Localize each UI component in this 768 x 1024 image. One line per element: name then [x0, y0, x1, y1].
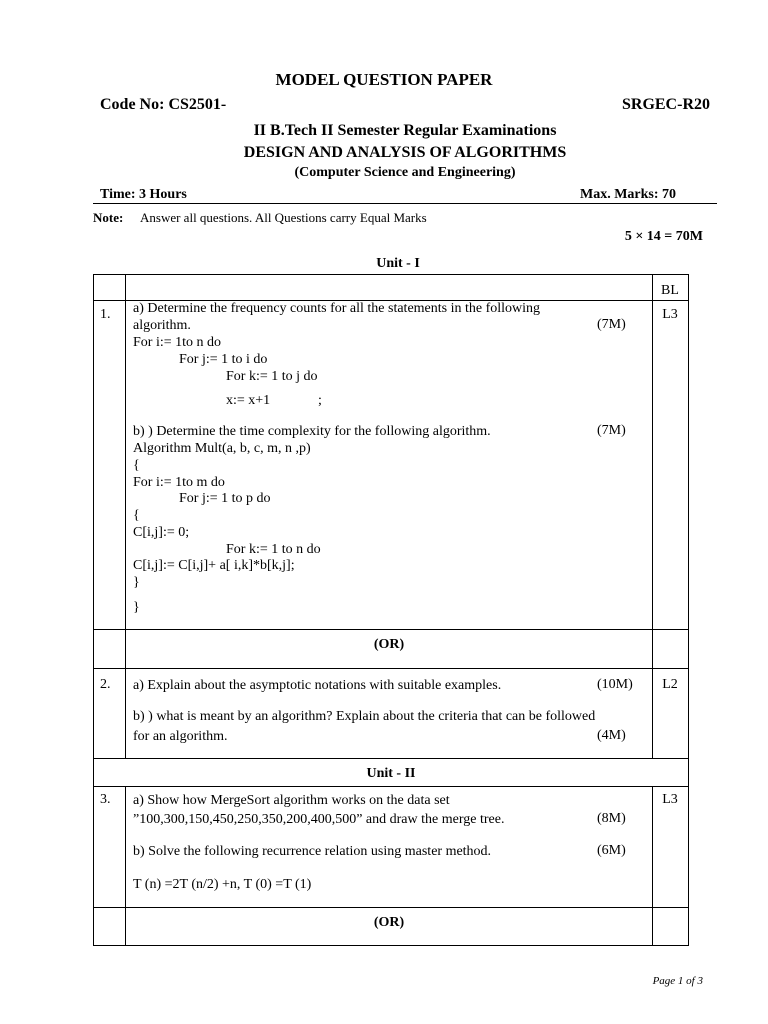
code-line: For k:= 1 to n do [226, 542, 321, 557]
code-line: } [133, 575, 140, 590]
marks-label: (7M) [597, 317, 626, 332]
bloom-level-header: BL [661, 283, 679, 298]
note-text: Answer all questions. All Questions carry Equal Marks [140, 210, 427, 225]
or-divider: (OR) [373, 915, 405, 930]
code-line: For i:= 1to n do [133, 335, 222, 350]
page-number: Page 1 of 3 [652, 975, 703, 987]
code-line: ; [318, 393, 322, 408]
max-marks: Max. Marks: 70 [580, 187, 677, 202]
question-text: ”100,300,150,450,250,350,200,400,500” and draw the merge tree. [133, 812, 505, 827]
table-line [93, 274, 689, 275]
question-text: algorithm. [133, 318, 191, 333]
subject-name: DESIGN AND ANALYSIS OF ALGORITHMS [243, 144, 567, 161]
or-divider: (OR) [373, 637, 405, 652]
course-code: Code No: CS2501- [100, 96, 227, 113]
bloom-level: L2 [662, 677, 678, 692]
table-line [93, 786, 689, 787]
department-name: (Computer Science and Engineering) [294, 165, 516, 180]
unit-1-heading: Unit - I [376, 256, 420, 271]
code-line: C[i,j]:= 0; [133, 525, 190, 540]
question-number: 1. [100, 307, 111, 322]
exam-name: II B.Tech II Semester Regular Examinations [253, 122, 557, 139]
question-text: b) ) Determine the time complexity for the following algorithm. [133, 424, 491, 439]
paper-title: MODEL QUESTION PAPER [275, 70, 493, 89]
code-line: For j:= 1 to i do [179, 352, 268, 367]
table-line [125, 274, 126, 758]
marks-label: (6M) [597, 843, 626, 858]
question-text: b) ) what is meant by an algorithm? Explain about the criteria that can be followed [133, 709, 596, 724]
table-line [93, 668, 689, 669]
marks-label: (10M) [597, 677, 633, 692]
code-line: C[i,j]:= C[i,j]+ a[ i,k]*b[k,j]; [133, 558, 295, 573]
question-text: for an algorithm. [133, 729, 228, 744]
marks-label: (8M) [597, 811, 626, 826]
bloom-level: L3 [662, 307, 678, 322]
code-line: For i:= 1to m do [133, 475, 225, 490]
code-line: { [133, 458, 140, 473]
code-line: For k:= 1 to j do [226, 369, 318, 384]
table-line [93, 945, 689, 946]
code-line: { [133, 508, 140, 523]
table-line [93, 907, 689, 908]
question-text: b) Solve the following recurrence relation using master method. [133, 844, 492, 859]
table-line [688, 274, 689, 945]
marks-label: (4M) [597, 728, 626, 743]
marks-total: 5 × 14 = 70M [624, 229, 703, 244]
code-line: } [133, 600, 140, 615]
question-text: a) Show how MergeSort algorithm works on the data set [133, 793, 450, 808]
code-line: x:= x+1 [226, 393, 271, 408]
code-line: For j:= 1 to p do [179, 491, 271, 506]
header-divider [93, 203, 717, 204]
code-line: Algorithm Mult(a, b, c, m, n ,p) [133, 441, 311, 456]
question-text: a) Determine the frequency counts for all the statements in the following [133, 301, 541, 316]
unit-2-heading: Unit - II [366, 766, 416, 781]
question-text: a) Explain about the asymptotic notations with suitable examples. [133, 678, 502, 693]
equation-text: T (n) =2T (n/2) +n, T (0) =T (1) [133, 877, 312, 892]
note-label: Note: [93, 210, 124, 225]
marks-label: (7M) [597, 423, 626, 438]
bloom-level: L3 [662, 792, 678, 807]
exam-duration: Time: 3 Hours [100, 187, 187, 202]
question-number: 2. [100, 677, 111, 692]
regulation-code: SRGEC-R20 [621, 96, 710, 113]
table-line [93, 274, 94, 945]
table-line [93, 629, 689, 630]
question-number: 3. [100, 792, 111, 807]
table-line [93, 758, 689, 759]
